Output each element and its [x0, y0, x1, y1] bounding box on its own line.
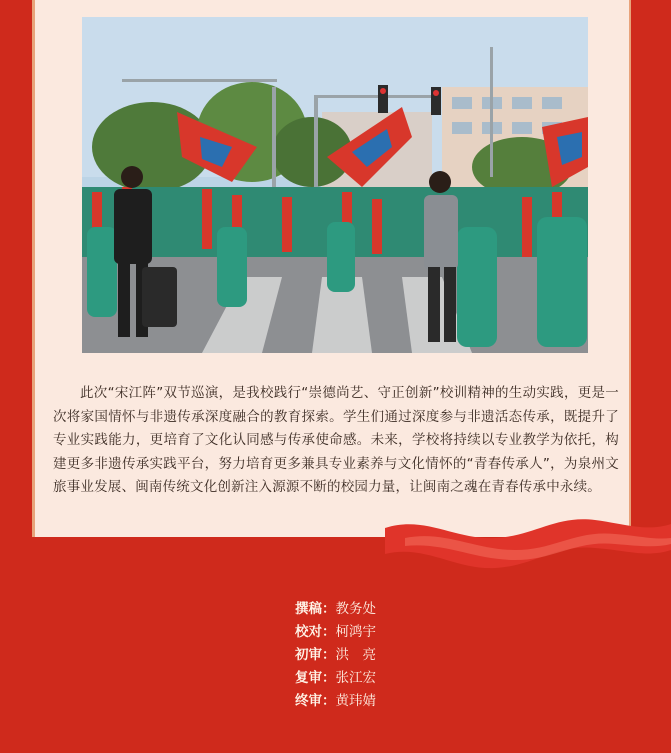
credit-proofreader: 校对：柯鸿宇 [295, 624, 376, 640]
credit-first-review: 初审：洪 亮 [295, 647, 376, 663]
credit-final-review: 终审：黄玮婧 [295, 693, 376, 709]
article-paragraph: 此次“宋江阵”双节巡演，是我校践行“崇德尚艺、守正创新”校训精神的生动实践，更是一次将家国情怀与非遗传承深度融合的教育探索。学生们通过深度参与非遗活态传承，既提升了专业实践能力，更培育了文化认同感与传承使命感。未来，学校将持续以专业教学为依托，构建更多非遗传承实践平台，努力培育更多兼具专业素养与文化情怀的“青春传承人”，为泉州文旅事业发展、闽南传统文化创新注入源源不断的校园力量，让闽南之魂在青春传承中永续。 [53, 385, 619, 495]
card-border [32, 0, 35, 537]
content-card [32, 0, 631, 537]
credit-writer: 撰稿：教务处 [295, 601, 376, 617]
credit-second-review: 复审：张江宏 [295, 670, 376, 686]
credits-block [0, 598, 671, 713]
ribbon-decoration [385, 510, 671, 590]
parade-photo [82, 17, 588, 353]
